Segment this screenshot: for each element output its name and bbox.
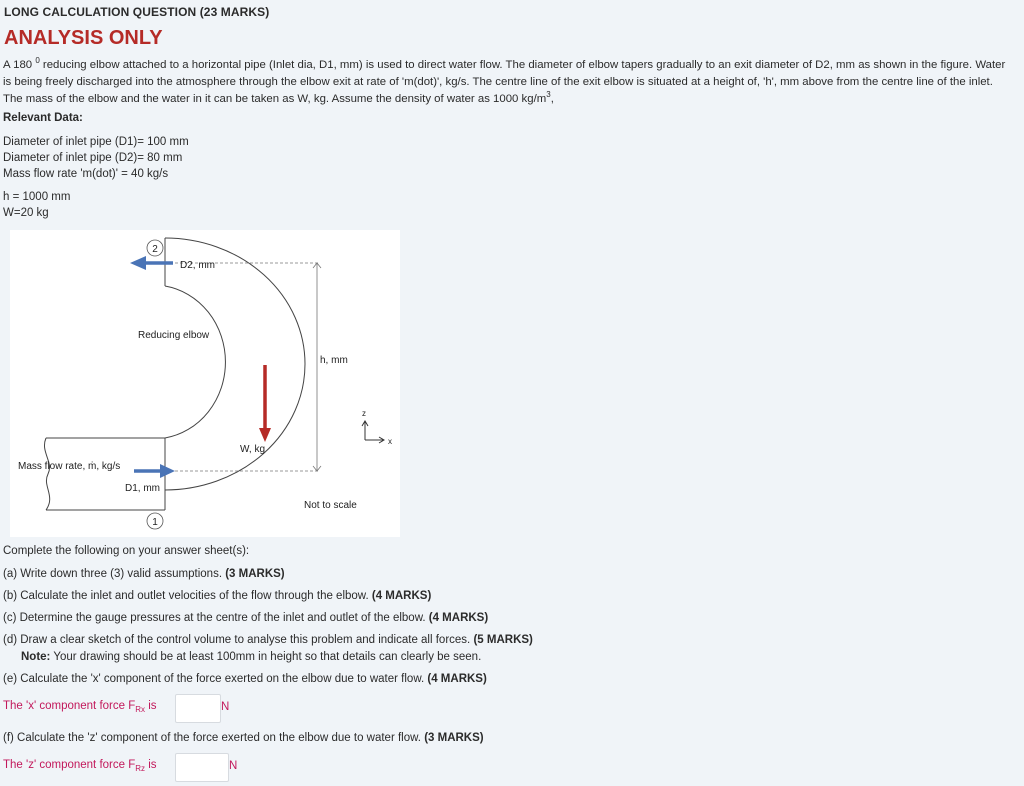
question-f [3,732,484,744]
problem-text-1: A 180 [3,59,33,71]
answer-x-prefix: The 'x' component force F [3,700,136,712]
weight-label: W, kg [240,444,266,455]
answer-z-input[interactable] [175,753,229,782]
question-c-text: (c) Determine the gauge pressures at the centre of the inlet and outlet of the elbow. [3,612,429,624]
question-c [3,612,488,624]
x-axis-label: x [388,437,392,446]
answer-z-label [3,759,157,771]
problem-text-2: reducing elbow attached to a horizontal pipe (Inlet dia, D1, mm) is used to direct water flow. The diameter of elbow tapers gradually to an exit diameter of D2, mm as shown in the figure. Water is being freely discharged into the atmosphere through the elbow exit at rate of 'm(dot)', kg/s. The centre line of the exit elbow is situated at a height of, 'h', mm above from the centre line of the inlet. The mass of the elbow and the water in it can be taken as W, kg. Assume the density of water as 1000 kg/m [3,59,1006,105]
data-mdot: Mass flow rate 'm(dot)' = 40 kg/s [3,168,169,180]
elbow-figure [10,230,400,537]
question-b [3,590,431,602]
question-d-marks: (5 MARKS) [473,634,533,646]
answer-z-suffix: is [145,759,157,771]
axes-icon [362,421,384,443]
d1-label: D1, mm [125,483,160,494]
answer-x-suffix: is [145,700,157,712]
outlet-flow-arrow [130,256,173,270]
question-a [3,568,285,580]
label-1: 1 [152,517,158,528]
data-d2: Diameter of inlet pipe (D2)= 80 mm [3,152,183,164]
inlet-flow-arrow [134,464,175,478]
answer-x-input[interactable] [175,694,221,723]
note-label: Note: [21,651,51,663]
analysis-title: ANALYSIS ONLY [4,27,163,49]
data-d1: Diameter of inlet pipe (D1)= 100 mm [3,136,189,148]
question-a-text: (a) Write down three (3) valid assumptions. [3,568,226,580]
problem-statement [3,57,1015,108]
question-header: LONG CALCULATION QUESTION (23 MARKS) [4,5,270,19]
question-e-text: (e) Calculate the 'x' component of the force exerted on the elbow due to water flow. [3,673,428,685]
cube-superscript: 3 [546,90,551,99]
question-e-marks: (4 MARKS) [427,673,487,685]
question-a-marks: (3 MARKS) [225,568,285,580]
note [21,651,481,663]
question-d [3,634,533,646]
question-b-text: (b) Calculate the inlet and outlet velocities of the flow through the elbow. [3,590,372,602]
answer-z-prefix: The 'z' component force F [3,759,136,771]
question-c-marks: (4 MARKS) [428,612,489,624]
question-f-marks: (3 MARKS) [424,732,484,744]
not-to-scale-label: Not to scale [304,500,357,511]
elbow-outer-wall [165,238,305,490]
question-f-text: (f) Calculate the 'z' component of the force exerted on the elbow due to water flow. [3,732,425,744]
elbow-diagram [10,230,400,537]
instructions: Complete the following on your answer sheet(s): [3,545,250,557]
answer-x-subscript: Rx [135,705,146,714]
reducing-elbow-label: Reducing elbow [138,330,210,341]
question-d-text: (d) Draw a clear sketch of the control volume to analyse this problem and indicate all forces. [3,634,474,646]
answer-z-unit: N [229,760,238,772]
question-e [3,673,487,685]
answer-z-subscript: Rz [135,764,146,773]
data-w: W=20 kg [3,207,49,219]
label-2: 2 [152,244,158,255]
weight-arrow [259,365,271,442]
answer-x-unit: N [221,701,230,713]
answer-x-label [3,700,157,712]
problem-text-3: , [550,93,554,105]
data-h: h = 1000 mm [3,191,71,203]
question-b-marks: (4 MARKS) [371,590,432,602]
mass-flow-label: Mass flow rate, ṁ, kg/s [18,461,121,472]
note-text: Your drawing should be at least 100mm in height so that details can clearly be seen. [50,651,482,663]
d2-label: D2, mm [180,260,215,271]
h-label: h, mm [320,355,348,366]
elbow-inner-wall [165,286,225,438]
z-axis-label: z [362,409,366,418]
relevant-data-heading: Relevant Data: [3,112,83,124]
degree-superscript: 0 [35,56,40,65]
pipe-break [44,438,49,510]
